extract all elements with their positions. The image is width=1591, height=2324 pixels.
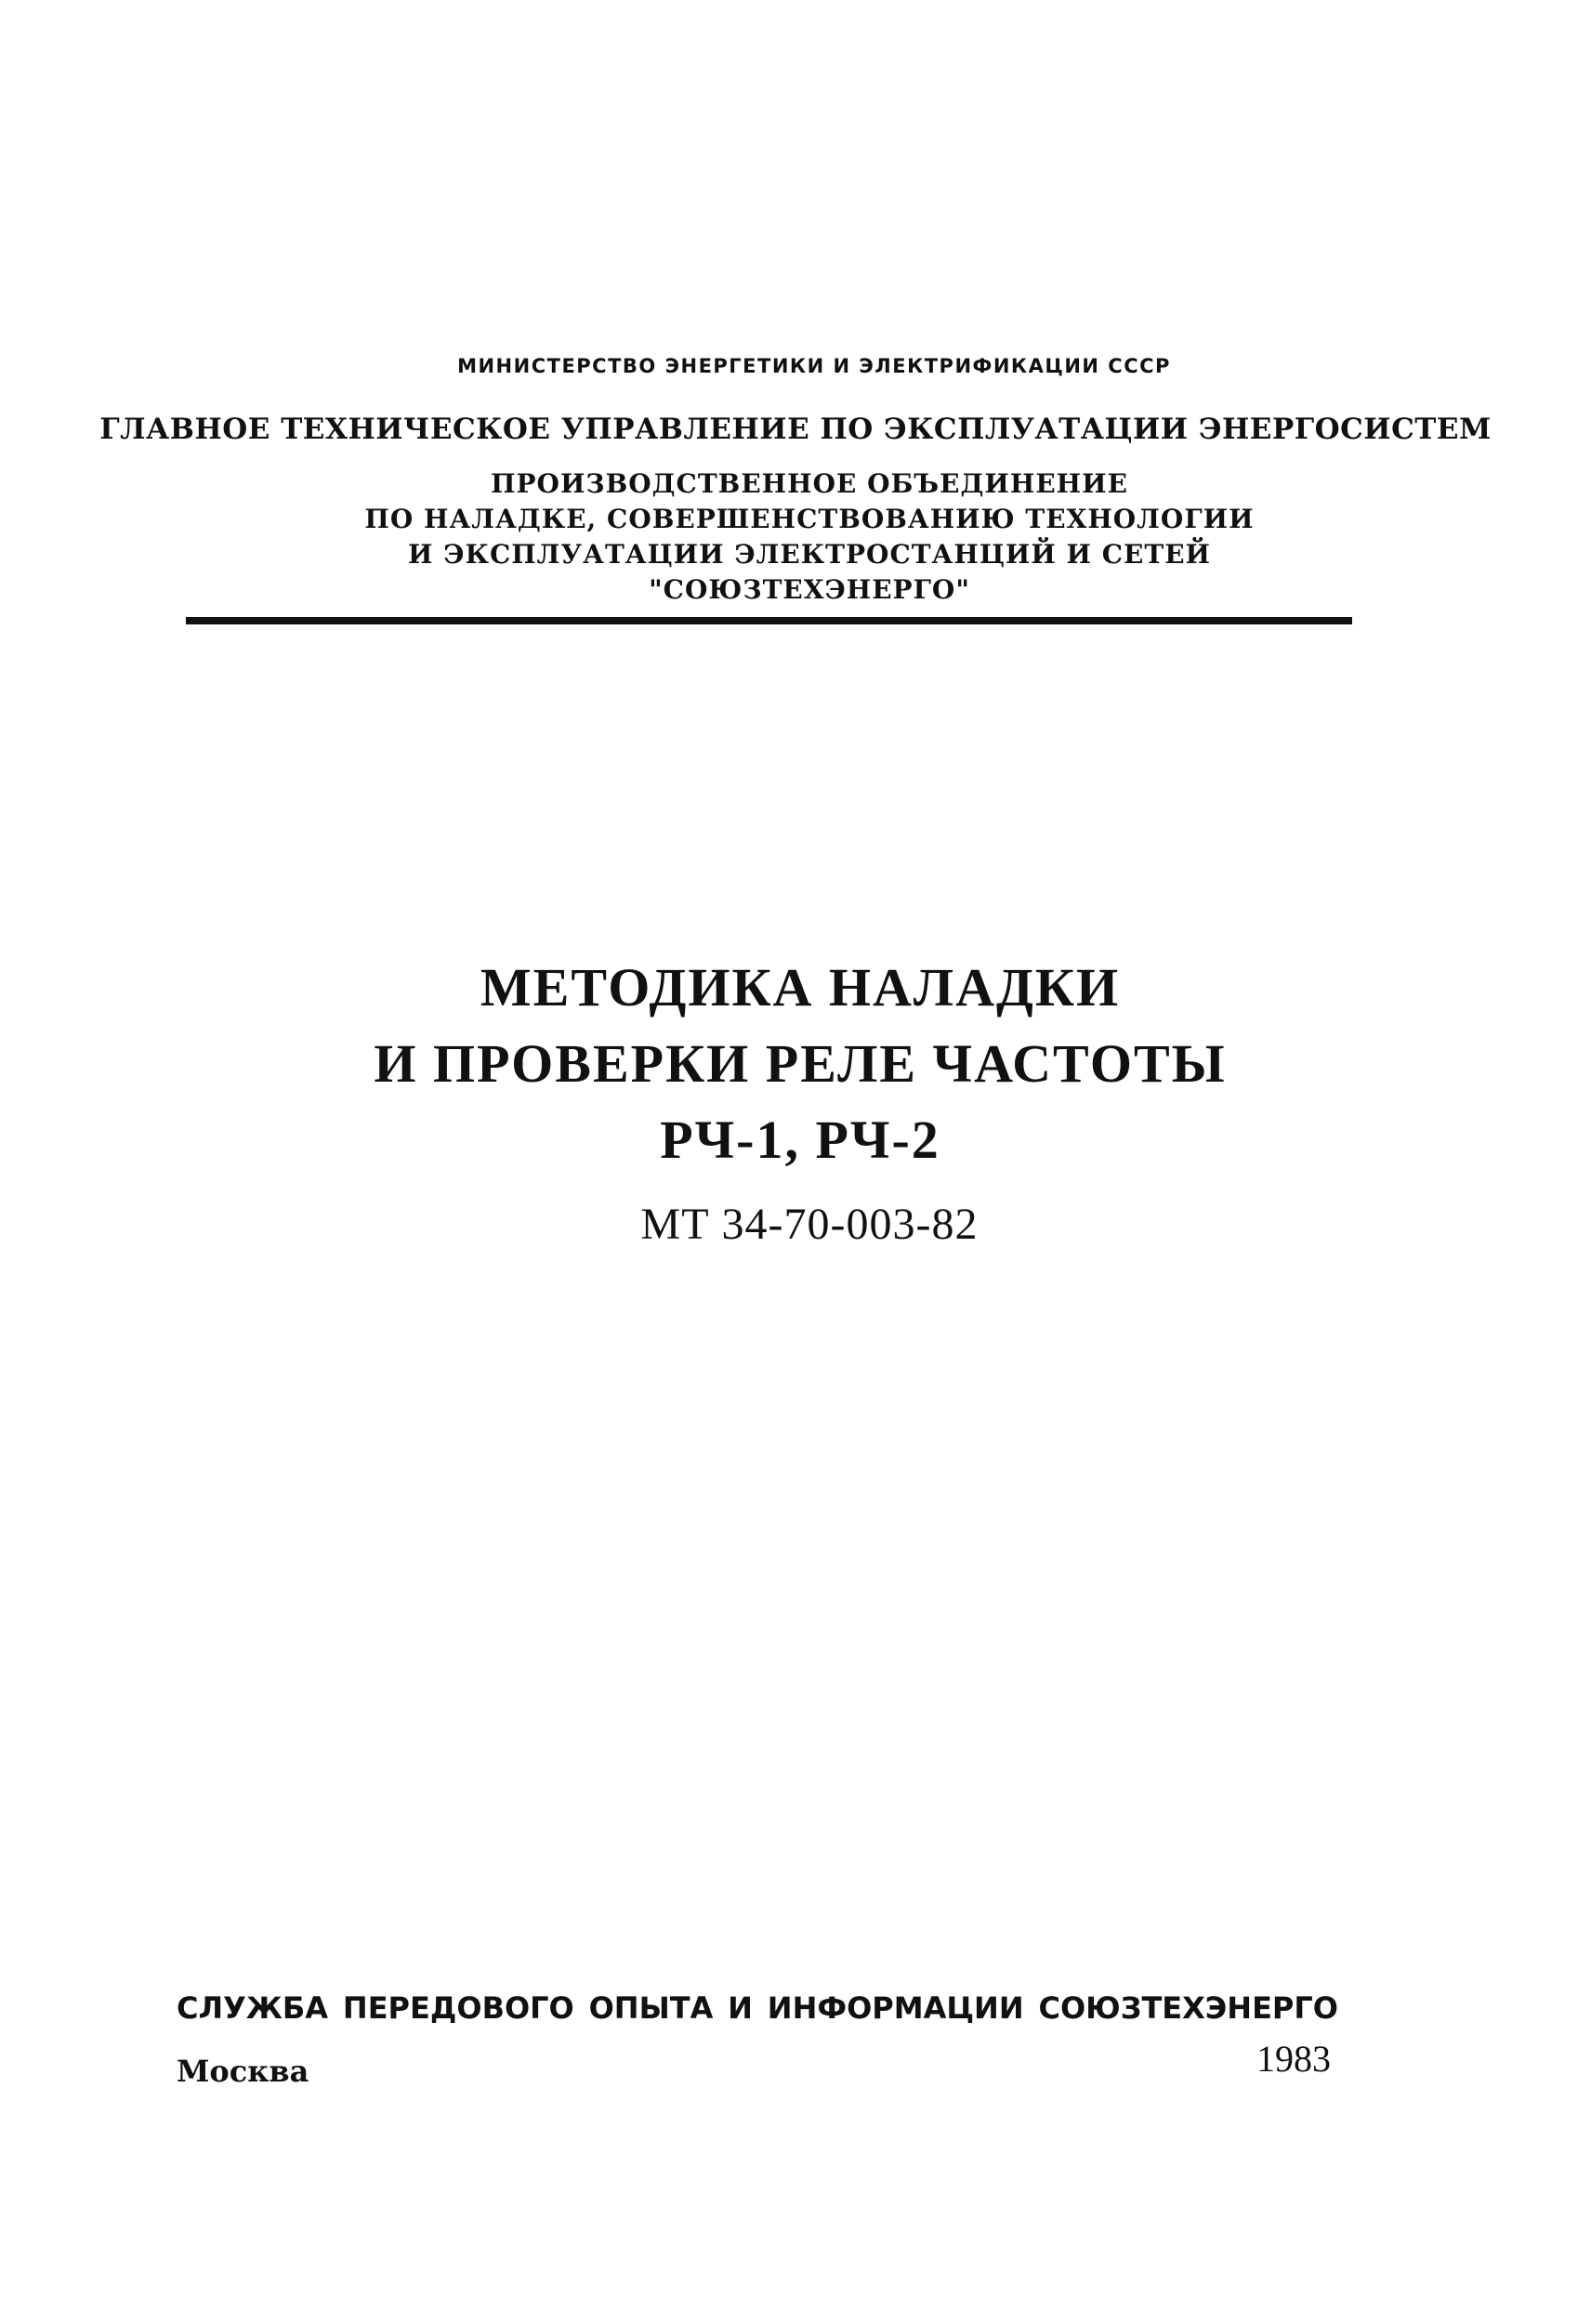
- publication-city: Москва: [177, 2054, 309, 2089]
- publisher-word: ОПЫТА: [588, 1990, 714, 2026]
- organization-name: [14, 466, 1591, 608]
- organization-line: И ЭКСПЛУАТАЦИИ ЭЛЕКТРОСТАНЦИЙ И СЕТЕЙ: [408, 539, 1211, 570]
- document-code: МТ 34-70-003-82: [640, 1200, 979, 1249]
- organization-line: "СОЮЗТЕХЭНЕРГО": [649, 574, 970, 605]
- publisher-word: И: [728, 1990, 753, 2026]
- title-line: РЧ-1, РЧ-2: [660, 1109, 940, 1170]
- title-line: МЕТОДИКА НАЛАДКИ: [480, 957, 1121, 1018]
- organization-line: ПРОИЗВОДСТВЕННОЕ ОБЪЕДИНЕНИЕ: [491, 468, 1128, 499]
- publisher-word: ПЕРЕДОВОГО: [342, 1990, 574, 2026]
- title-line: И ПРОВЕРКИ РЕЛЕ ЧАСТОТЫ: [374, 1033, 1227, 1094]
- publisher-word: ИНФОРМАЦИИ: [767, 1990, 1024, 2026]
- header-divider: [186, 617, 1352, 624]
- publication-year: 1983: [1256, 2038, 1331, 2080]
- directorate-name: ГЛАВНОЕ ТЕХНИЧЕСКОЕ УПРАВЛЕНИЕ ПО ЭКСПЛУАТАЦИИ ЭНЕРГОСИСТЕМ: [99, 413, 1492, 446]
- ministry-name: МИНИСТЕРСТВО ЭНЕРГЕТИКИ И ЭЛЕКТРИФИКАЦИИ СССР: [457, 355, 1171, 377]
- publisher-service: [177, 1990, 1338, 2026]
- organization-line: ПО НАЛАДКЕ, СОВЕРШЕНСТВОВАНИЮ ТЕХНОЛОГИИ: [364, 504, 1255, 534]
- publisher-word: СОЮЗТЕХЭНЕРГО: [1038, 1990, 1338, 2026]
- publisher-word: СЛУЖБА: [177, 1990, 329, 2026]
- document-title: [5, 950, 1591, 1178]
